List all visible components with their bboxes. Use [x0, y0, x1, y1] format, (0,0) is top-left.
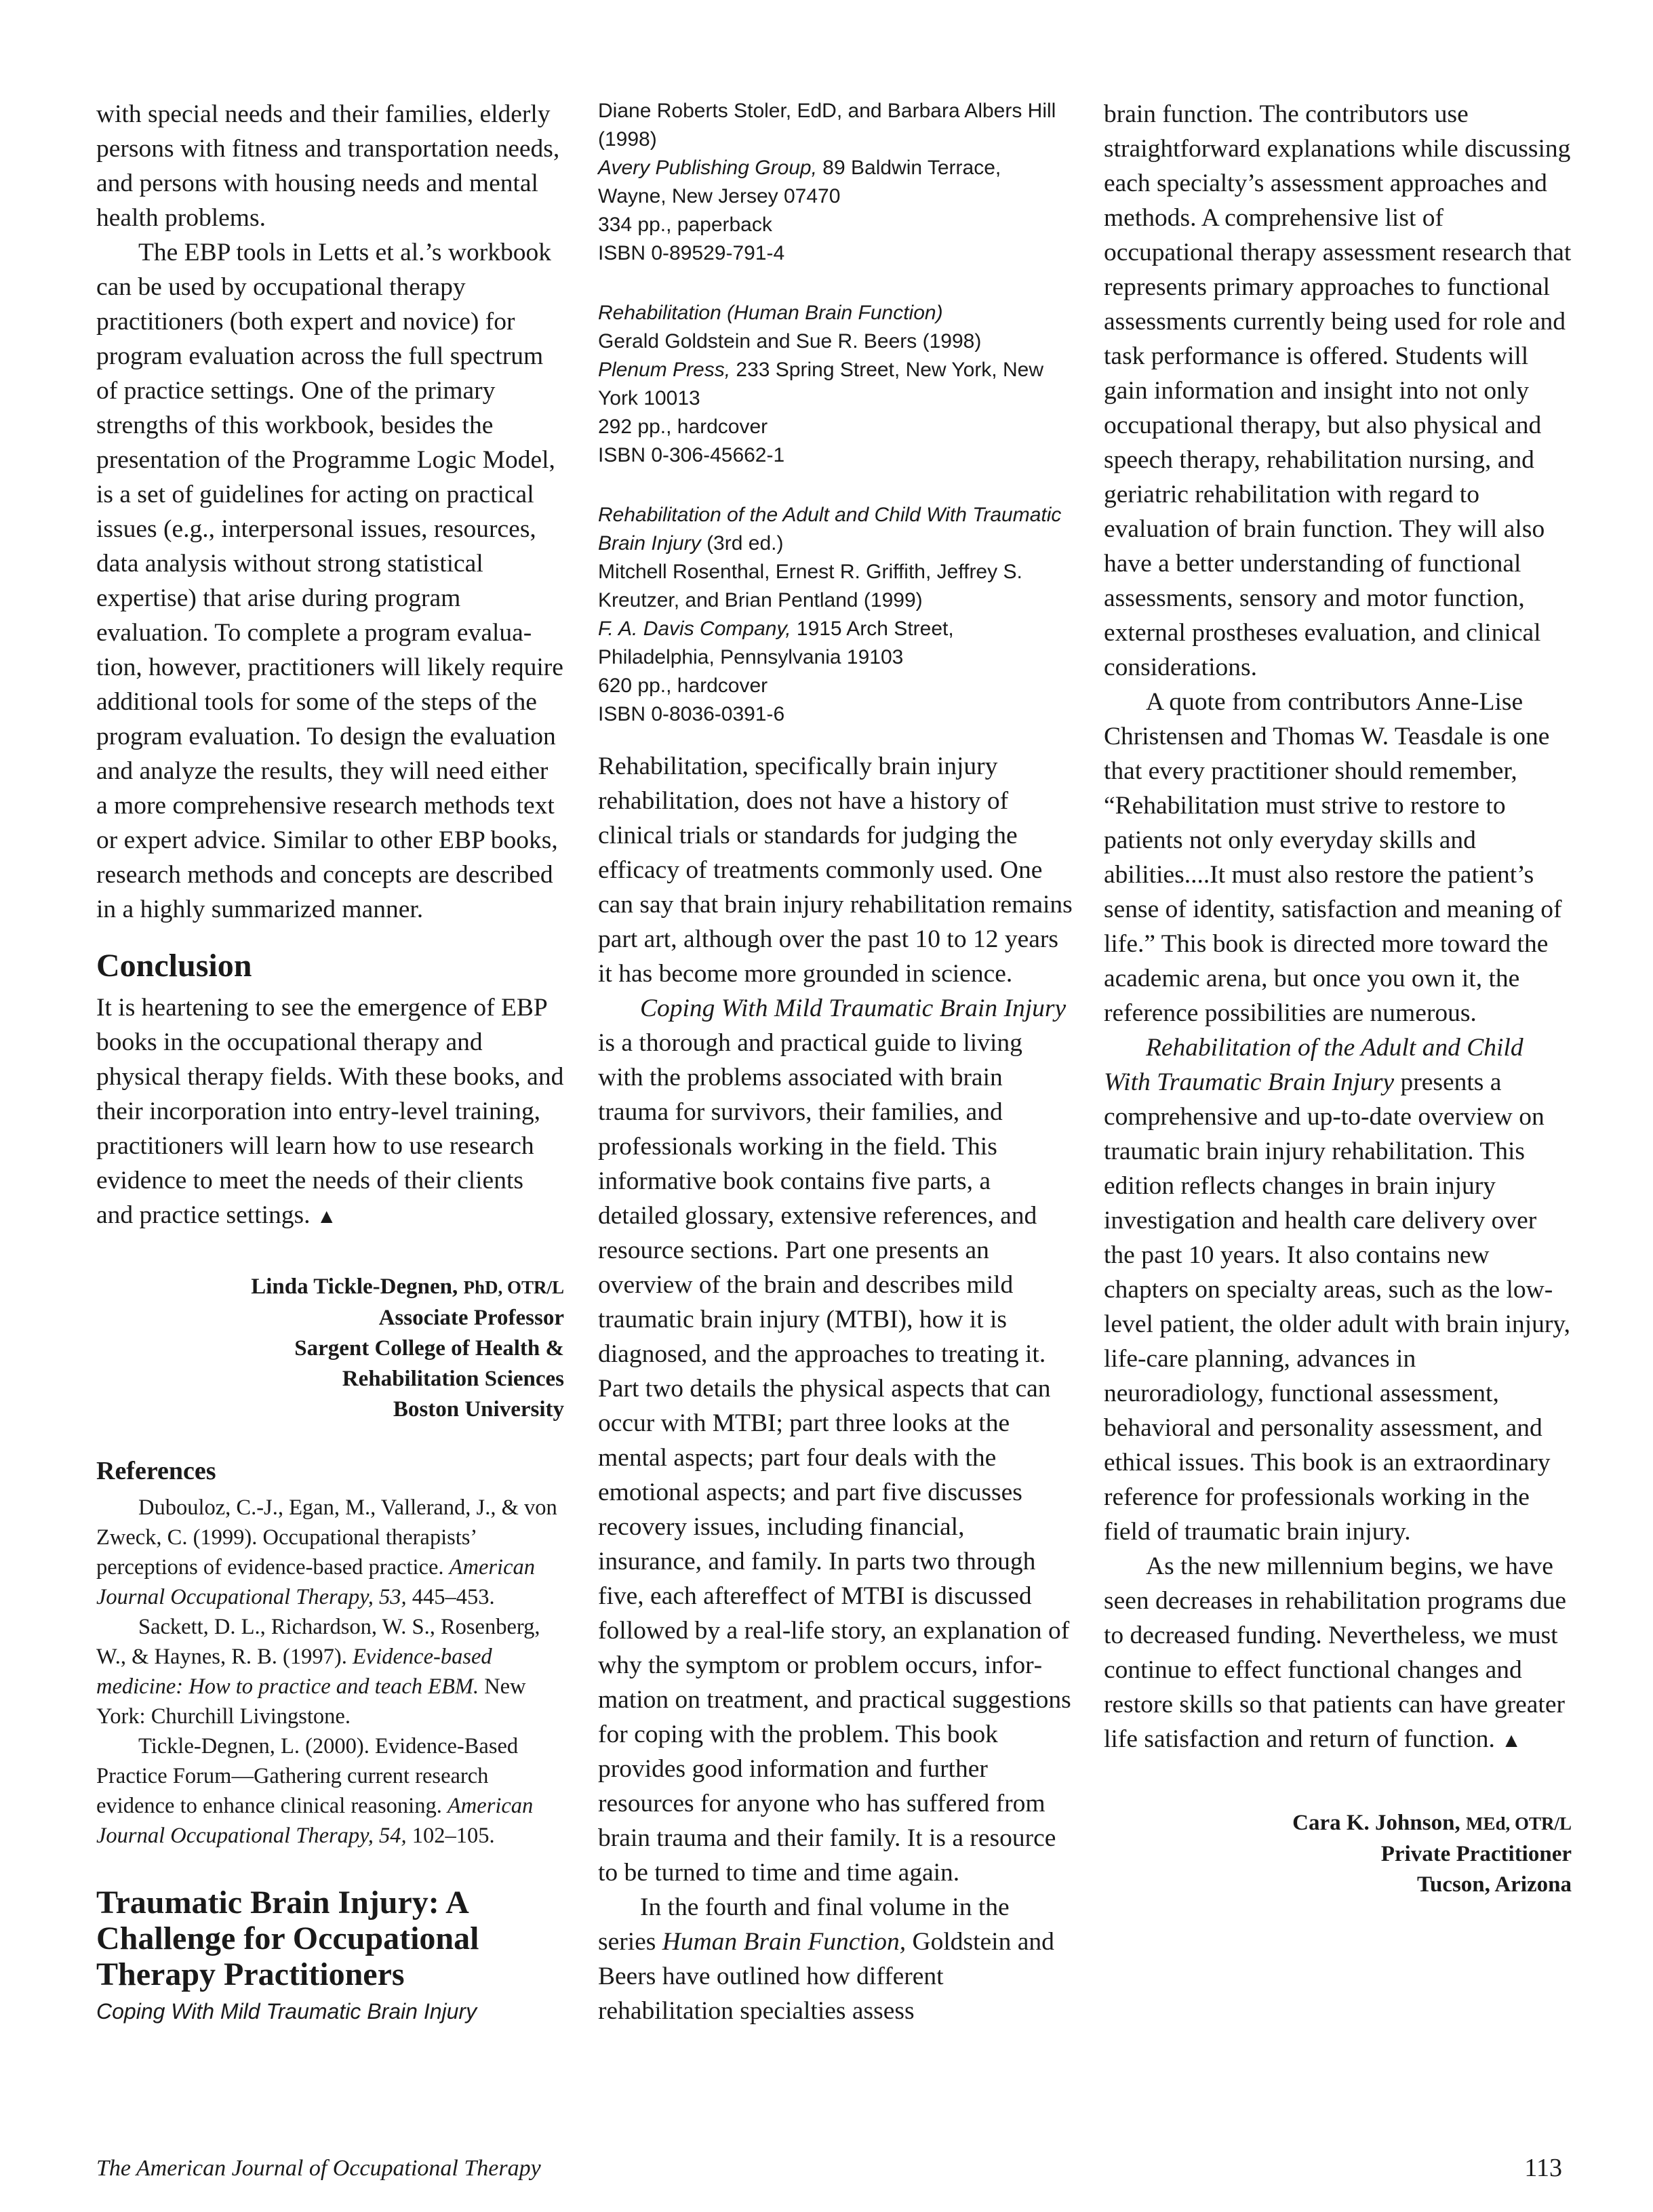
book-title: Rehabilitation (Human Brain Function): [598, 302, 943, 324]
book-pages: 620 pp., hardcover: [598, 675, 768, 697]
page-number: 113: [1524, 2154, 1562, 2182]
book-info: [598, 501, 1073, 729]
book-authors: Gerald Goldstein and Sue R. Beers (1998): [598, 330, 982, 353]
column-1: [96, 97, 564, 2026]
book-isbn: ISBN 0-8036-0391-6: [598, 703, 785, 725]
author-credentials: MEd, OTR/L: [1465, 1813, 1572, 1834]
conclusion-heading: Conclusion: [96, 948, 252, 984]
paragraph: In the fourth and final volume in the series Human Brain Function, Goldstein and Beers have outlined how different rehabilitation specialties assess: [598, 1893, 1054, 2025]
book-info: [598, 97, 1073, 268]
book-pages: 292 pp., hardcover: [598, 416, 768, 438]
book-pages: 334 pp., paperback: [598, 214, 772, 236]
section-subtitle: Coping With Mild Traumatic Brain Injury: [96, 1999, 477, 2024]
author-name: Cara K. Johnson,: [1292, 1811, 1460, 1835]
paragraph: Rehabilitation, specifically brain injury rehabilitation, does not have a history of clinical trials or standards for judging the efficacy of treatments commonly used. One can say that brain injury rehabilitation remains part art, although over the past 10 to 12 years it has become more grounded in science.: [598, 752, 1073, 988]
author-title: Private Practitioner: [1380, 1842, 1572, 1866]
end-mark-icon: ▲: [316, 1205, 337, 1228]
reference-item: Sackett, D. L., Richardson, W. S., Rosenberg, W., & Haynes, R. B. (1997). Evidence-based medicine: How to practice and teach EBM. New York: Churchill Livingstone.: [96, 1615, 540, 1729]
paragraph: with special needs and their families, elderly persons with fitness and transportation needs, and persons with housing needs and mental health problems.: [96, 100, 560, 232]
reference-item: Tickle-Degnen, L. (2000). Evidence-Based Practice Forum—Gathering current research evidence to enhance clinical reasoning. American Journal Occupational Therapy, 54, 102–105.: [96, 1734, 534, 1848]
book-publisher: F. A. Davis Company, 1915 Arch Street, Philadelphia, Pennsylvania 19103: [598, 618, 954, 668]
book-title: Rehabilitation of the Adult and Child With Traumatic Brain Injury (3rd ed.): [598, 504, 1062, 555]
author-affiliation: Boston University: [393, 1397, 564, 1422]
book-info: [598, 299, 1073, 470]
paragraph: The EBP tools in Letts et al.’s workbook can be used by occupational therapy practitioners (both expert and novice) for program evaluation across the full spectrum of practice settings. One of the primary strengths of this workbook, besides the presentation of the Programme Logic Model, is a set of guidelines for acting on practical issues (e.g., interpersonal issues, resources, data analysis without strong statistical expertise) that arise during program evaluation. To complete a program evaluation, however, practitioners will likely require additional tools for some of the steps of the program evaluation. To design the evaluation and analyze the results, they will need either a more comprehensive research methods text or expert advice. Similar to other EBP books, research methods and concepts are described in a highly summarized manner.: [96, 239, 563, 923]
conclusion-paragraph: It is heartening to see the emergence of EBP books in the occupational therapy and physical therapy fields. With these books, and their incorporation into entry-level training, practitioners will learn how to use research evidence to meet the needs of their clients and practice settings. ▲: [96, 994, 564, 1229]
signature-block: [1104, 1808, 1572, 1900]
author-affiliation: Rehabilitation Sciences: [342, 1367, 564, 1391]
paragraph: A quote from contributors Anne-Lise Christensen and Thomas W. Teasdale is one that every practitioner should remember, “Rehabilitation must strive to restore to patients not only everyday skills and abilities....It must also restore the patient’s sense of identity, satisfaction and meaning of life.” This book is directed more toward the academic arena, but once you own it, the reference possibilities are numerous.: [1104, 688, 1562, 1027]
book-authors: Mitchell Rosenthal, Ernest R. Griffith, Jeffrey S. Kreutzer, and Brian Pentland (1999): [598, 561, 1022, 611]
footer-journal-title: The American Journal of Occupational Therapy: [96, 2156, 541, 2181]
end-mark-icon: ▲: [1501, 1729, 1521, 1752]
book-isbn: ISBN 0-306-45662-1: [598, 444, 785, 466]
paragraph: brain function. The contributors use straightforward explanations while discussing each specialty’s assessment approaches and methods. A comprehensive list of occupational therapy assessment research that represents primary approaches to functional assessments currently being used for role and task performance is offered. Students will gain information and insight into not only occupational therapy, but also physical and speech therapy, rehabilitation nursing, and geriatric rehabilitation with regard to evaluation of brain function. They will also have a better understanding of functional assessments, sensory and motor function, external prostheses evaluation, and clinical considerations.: [1104, 100, 1572, 681]
column-2: [598, 97, 1073, 2028]
column-3: [1104, 97, 1572, 1900]
book-authors: Diane Roberts Stoler, EdD, and Barbara Albers Hill (1998): [598, 100, 1056, 150]
author-credentials: PhD, OTR/L: [463, 1277, 564, 1298]
book-publisher: Plenum Press, 233 Spring Street, New York, New York 10013: [598, 359, 1043, 409]
section-title: Traumatic Brain Injury: A Challenge for Occupational Therapy Practitioners: [96, 1885, 479, 1992]
book-isbn: ISBN 0-89529-791-4: [598, 242, 785, 264]
paragraph: Rehabilitation of the Adult and Child With Traumatic Brain Injury presents a comprehensive and up-to-date overview on traumatic brain injury rehabilitation. This edition reflects changes in brain injury investigation and health care delivery over the past 10 years. It also contains new chapters on specialty areas, such as the low-level patient, the older adult with brain injury, life-care planning, advances in neuroradiology, functional assessment, behavioral and personality assessment, and ethical issues. This book is an extraordinary reference for professionals working in the field of traumatic brain injury.: [1104, 1034, 1571, 1546]
author-affiliation: Sargent College of Health &: [294, 1336, 564, 1361]
signature-block: [96, 1272, 564, 1425]
reference-item: Dubouloz, C.-J., Egan, M., Vallerand, J., & von Zweck, C. (1999). Occupational therapists’ perceptions of evidence-based practice. American Journal Occupational Therapy, 53, 445–453.: [96, 1495, 557, 1609]
paragraph: Coping With Mild Traumatic Brain Injury is a thorough and practical guide to living with the problems associated with brain trauma for survivors, their families, and professionals working in the field. This informative book contains five parts, a detailed glossary, extensive references, and resource sections. Part one presents an overview of the brain and describes mild traumatic brain injury (MTBI), how it is diagnosed, and the approaches to treating it. Part two details the physical aspects that can occur with MTBI; part three looks at the mental aspects; part four deals with the emotional aspects; and part five discusses recovery issues, including financial, insurance, and family. In parts two through five, each aftereffect of MTBI is discussed followed by a real-life story, an explanation of why the symptom or problem occurs, information on treatment, and practical suggestions for coping with the problem. This book provides good information and further resources for anyone who has suffered from brain trauma and their family. It is a resource to be turned to time and time again.: [598, 994, 1071, 1887]
references-heading: References: [96, 1457, 216, 1485]
author-title: Associate Professor: [378, 1306, 564, 1330]
book-publisher: Avery Publishing Group, 89 Baldwin Terrace, Wayne, New Jersey 07470: [598, 157, 1001, 207]
author-location: Tucson, Arizona: [1416, 1872, 1572, 1897]
paragraph: As the new millennium begins, we have seen decreases in rehabilitation programs due to decreased funding. Nevertheless, we must continue to effect functional changes and restore skills so that patients can have greater life satisfaction and return of function. ▲: [1104, 1552, 1567, 1753]
author-name: Linda Tickle-Degnen,: [251, 1274, 458, 1299]
